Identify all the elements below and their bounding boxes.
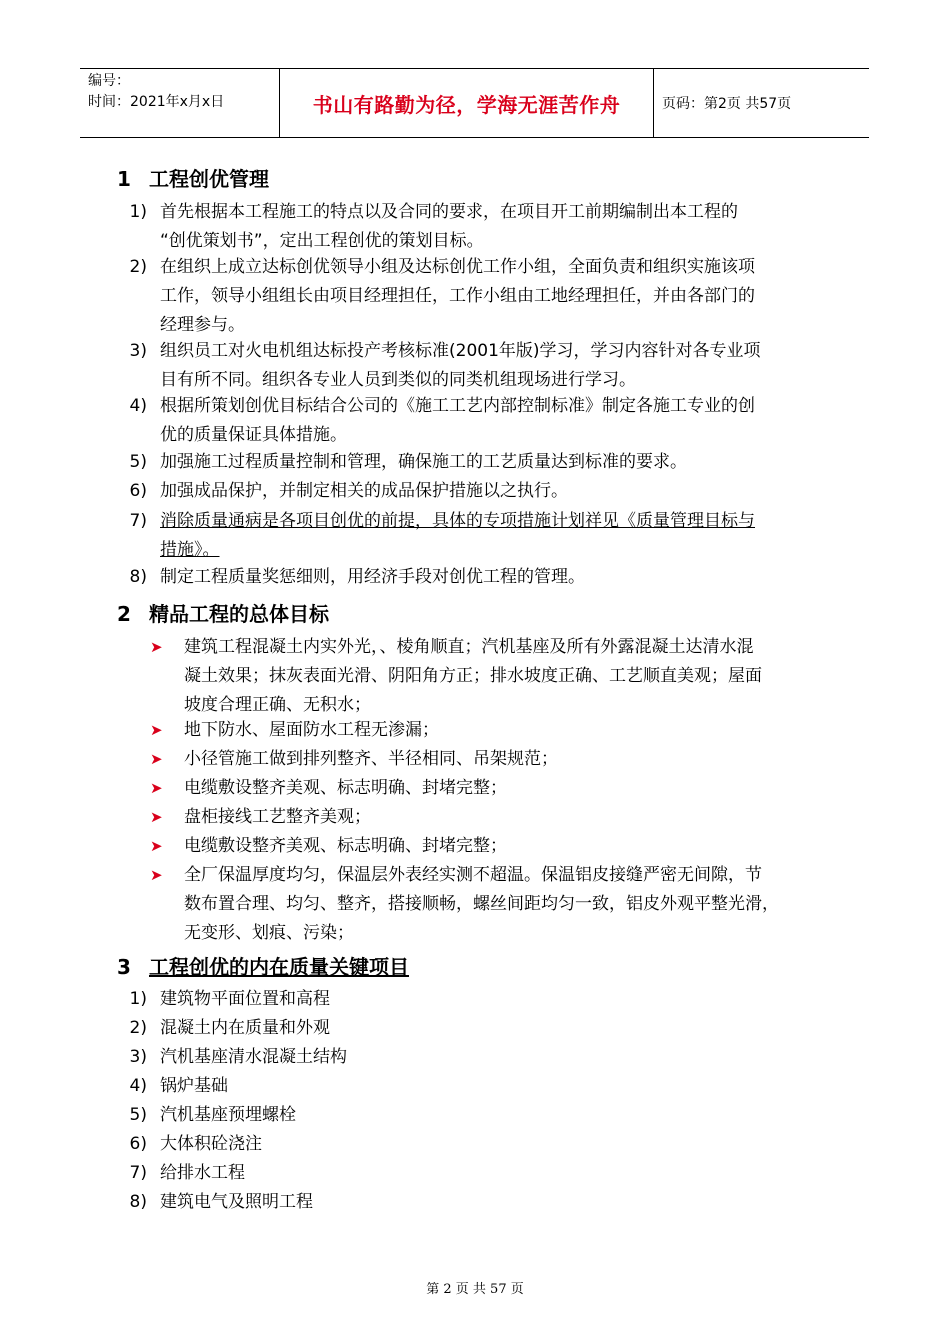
item-line: 加强成品保护，并制定相关的成品保护措施以之执行。 bbox=[160, 481, 568, 501]
item-line: 工作，领导小组组长由项目经理担任，工作小组由工地经理担任，并由各部门的 bbox=[160, 286, 755, 306]
bullet-line: 小径管施工做到排列整齐、半径相同、吊架规范； bbox=[184, 749, 558, 769]
item-text: 混凝土内在质量和外观 bbox=[160, 1018, 330, 1038]
bullet-text bbox=[184, 861, 779, 948]
item-number: 8) bbox=[129, 1192, 147, 1212]
item-text bbox=[160, 448, 687, 477]
item-number: 1) bbox=[129, 202, 147, 222]
header-number: 编号： bbox=[88, 73, 130, 89]
bullet-line: 无变形、划痕、污染； bbox=[184, 923, 354, 943]
item-text bbox=[160, 563, 585, 592]
bullet-line: 建筑工程混凝土内实外光，、棱角顺直；汽机基座及所有外露混凝土达清水混 bbox=[184, 637, 754, 657]
arrow-bullet-icon: ➤ bbox=[150, 837, 163, 855]
item-number: 7) bbox=[129, 511, 147, 531]
item-line: “创优策划书”，定出工程创优的策划目标。 bbox=[160, 231, 484, 251]
bullet-line: 凝土效果；抹灰表面光滑、阴阳角方正；排水坡度正确、工艺顺直美观；屋面 bbox=[184, 666, 762, 686]
bullet-text bbox=[184, 745, 558, 774]
bullet-text bbox=[184, 633, 762, 720]
header-motto: 书山有路勤为径，学海无涯苦作舟 bbox=[280, 69, 654, 137]
item-line: 优的质量保证具体措施。 bbox=[160, 425, 347, 445]
item-number: 3) bbox=[129, 1047, 147, 1067]
header-time: 时间：2021年x月x日 bbox=[88, 94, 225, 110]
item-text bbox=[160, 337, 761, 395]
item-line: 经理参与。 bbox=[160, 315, 245, 335]
item-text: 给排水工程 bbox=[160, 1163, 245, 1183]
bullet-line: 坡度合理正确、无积水； bbox=[184, 695, 371, 715]
item-line: 目有所不同。组织各专业人员到类似的同类机组现场进行学习。 bbox=[160, 370, 636, 390]
item-text: 建筑物平面位置和高程 bbox=[160, 989, 330, 1009]
item-text: 汽机基座清水混凝土结构 bbox=[160, 1047, 347, 1067]
bullet-line: 全厂保温厚度均匀，保温层外表经实测不超温。保温铝皮接缝严密无间隙，节 bbox=[184, 865, 762, 885]
item-number: 7) bbox=[129, 1163, 147, 1183]
section-number: 2 bbox=[117, 602, 131, 626]
bullet-text bbox=[184, 774, 507, 803]
bullet-text bbox=[184, 832, 507, 861]
item-line: 加强施工过程质量控制和管理，确保施工的工艺质量达到标准的要求。 bbox=[160, 452, 687, 472]
item-text: 锅炉基础 bbox=[160, 1076, 228, 1096]
bullet-line: 数布置合理、均匀、整齐，搭接顺畅，螺丝间距均匀一致，铝皮外观平整光滑， bbox=[184, 894, 779, 914]
arrow-bullet-icon: ➤ bbox=[150, 779, 163, 797]
item-number: 2) bbox=[129, 257, 147, 277]
bullet-line: 地下防水、屋面防水工程无渗漏； bbox=[184, 720, 439, 740]
item-text bbox=[160, 477, 568, 506]
item-number: 4) bbox=[129, 396, 147, 416]
item-number: 5) bbox=[129, 452, 147, 472]
item-text: 建筑电气及照明工程 bbox=[160, 1192, 313, 1212]
item-line: 在组织上成立达标创优领导小组及达标创优工作小组，全面负责和组织实施该项 bbox=[160, 257, 755, 277]
bullet-line: 盘柜接线工艺整齐美观； bbox=[184, 807, 371, 827]
arrow-bullet-icon: ➤ bbox=[150, 750, 163, 768]
item-line: 组织员工对火电机组达标投产考核标准(2001年版)学习，学习内容针对各专业项 bbox=[160, 341, 761, 361]
header-page: 页码：第2页 共57页 bbox=[662, 96, 792, 112]
section-title: 工程创优的内在质量关键项目 bbox=[149, 955, 409, 979]
item-text: 大体积砼浇注 bbox=[160, 1134, 262, 1154]
item-number: 3) bbox=[129, 341, 147, 361]
item-text bbox=[160, 198, 738, 256]
arrow-bullet-icon: ➤ bbox=[150, 638, 163, 656]
item-number: 6) bbox=[129, 481, 147, 501]
item-number: 5) bbox=[129, 1105, 147, 1125]
bullet-line: 电缆敷设整齐美观、标志明确、封堵完整； bbox=[184, 778, 507, 798]
item-line: 消除质量通病是各项目创优的前提，具体的专项措施计划祥见《质量管理目标与 bbox=[160, 511, 755, 531]
item-number: 1) bbox=[129, 989, 147, 1009]
section-title: 精品工程的总体目标 bbox=[149, 602, 329, 626]
item-number: 4) bbox=[129, 1076, 147, 1096]
item-number: 2) bbox=[129, 1018, 147, 1038]
arrow-bullet-icon: ➤ bbox=[150, 866, 163, 884]
bullet-line: 电缆敷设整齐美观、标志明确、封堵完整； bbox=[184, 836, 507, 856]
item-number: 6) bbox=[129, 1134, 147, 1154]
bullet-text bbox=[184, 716, 439, 745]
arrow-bullet-icon: ➤ bbox=[150, 721, 163, 739]
item-text bbox=[160, 253, 755, 340]
page-header bbox=[80, 68, 869, 138]
item-text bbox=[160, 507, 755, 565]
item-line: 首先根据本工程施工的特点以及合同的要求，在项目开工前期编制出本工程的 bbox=[160, 202, 738, 222]
item-number: 8) bbox=[129, 567, 147, 587]
section-number: 3 bbox=[117, 955, 131, 979]
header-meta bbox=[80, 69, 280, 137]
bullet-text bbox=[184, 803, 371, 832]
section-number: 1 bbox=[117, 167, 131, 191]
item-text bbox=[160, 392, 755, 450]
section-title: 工程创优管理 bbox=[149, 167, 269, 191]
item-text: 汽机基座预埋螺栓 bbox=[160, 1105, 296, 1125]
item-line: 根据所策划创优目标结合公司的《施工工艺内部控制标准》制定各施工专业的创 bbox=[160, 396, 755, 416]
page-footer: 第 2 页 共 57 页 bbox=[426, 1282, 524, 1297]
item-line: 措施》。 bbox=[160, 540, 220, 560]
item-line: 制定工程质量奖惩细则，用经济手段对创优工程的管理。 bbox=[160, 567, 585, 587]
arrow-bullet-icon: ➤ bbox=[150, 808, 163, 826]
